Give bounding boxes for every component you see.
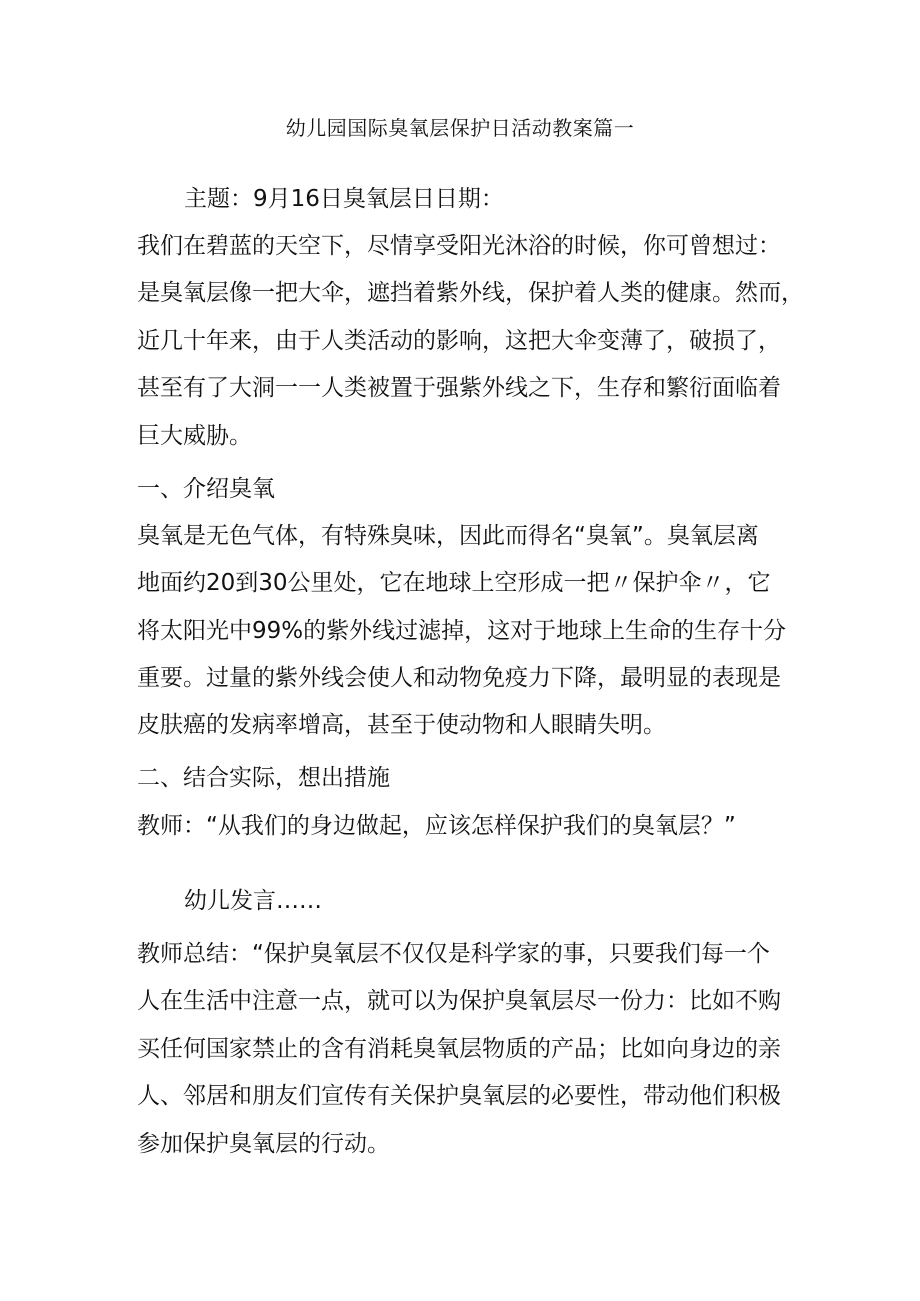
summary-line: 参加保护臭氧层的行动。 xyxy=(137,1131,390,1157)
topic-line: 主题：9月16日臭氧层日日期： xyxy=(184,186,504,212)
child-response: 幼儿发言…… xyxy=(184,888,322,914)
intro-line: 是臭氧层像一把大伞，遮挡着紫外线，保护着人类的健康。然而， xyxy=(137,280,804,306)
intro-line: 甚至有了大洞一一人类被置于强紫外线之下，生存和繁衍面临着 xyxy=(137,375,781,401)
section1-line: 重要。过量的紫外线会使人和动物免疫力下降，最明显的表现是 xyxy=(137,665,781,691)
summary-line: 人在生活中注意一点，就可以为保护臭氧层尽一份力：比如不购 xyxy=(137,988,781,1014)
intro-line: 近几十年来，由于人类活动的影响，这把大伞变薄了，破损了， xyxy=(137,328,781,354)
summary-line: 教师总结：“保护臭氧层不仅仅是科学家的事，只要我们每一个 xyxy=(137,941,770,967)
teacher-question: 教师：“从我们的身边做起，应该怎样保护我们的臭氧层？” xyxy=(137,813,736,839)
section-heading-introduce-ozone: 一、介绍臭氧 xyxy=(137,476,275,502)
section1-line: 皮肤癌的发病率增高，甚至于使动物和人眼睛失明。 xyxy=(137,712,666,738)
section1-line: 地面约20到30公里处，它在地球上空形成一把〃保护伞〃，它 xyxy=(137,570,771,596)
document-title: 幼儿园国际臭氧层保护日活动教案篇一 xyxy=(285,116,635,140)
summary-line: 买任何国家禁止的含有消耗臭氧层物质的产品；比如向身边的亲 xyxy=(137,1036,781,1062)
section1-line: 臭氧是无色气体，有特殊臭味，因此而得名“臭氧”。臭氧层离 xyxy=(137,523,759,549)
summary-line: 人、邻居和朋友们宣传有关保护臭氧层的必要性，带动他们积极 xyxy=(137,1083,781,1109)
section-heading-measures: 二、结合实际，想出措施 xyxy=(137,765,390,791)
intro-line: 我们在碧蓝的天空下，尽情享受阳光沐浴的时候，你可曾想过： xyxy=(137,233,781,259)
intro-line: 巨大威胁。 xyxy=(137,423,252,449)
section1-line: 将太阳光中99%的紫外线过滤掉，这对于地球上生命的生存十分 xyxy=(137,618,787,644)
